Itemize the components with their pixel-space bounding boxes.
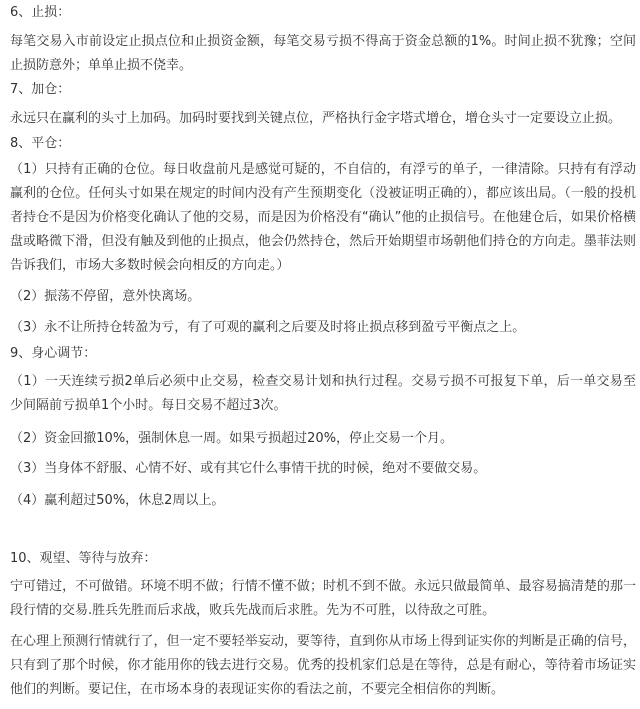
section-heading-add-position: 7、加仓： <box>10 82 71 97</box>
paragraph-stop-loss: 每笔交易入市前设定止损点位和止损资金额，每笔交易亏损不得高于资金总额的1%。时间止损不犹豫；空间止损防意外；单单止损不侥幸。 <box>10 34 636 73</box>
paragraph-close-position-2: （2）振荡不停留，意外快离场。 <box>10 289 201 304</box>
paragraph-mind-body-3: （3）当身体不舒服、心情不好、或有其它什么事情干扰的时候，绝对不要做交易。 <box>10 461 487 476</box>
paragraph-mind-body-2: （2）资金回撤10%，强制休息一周。如果亏损超过20%，停止交易一个月。 <box>10 431 454 446</box>
section-heading-wait-and-abstain: 10、观望、等待与放弃： <box>10 551 157 566</box>
paragraph-mind-body-1: （1）一天连续亏损2单后必须中止交易，检查交易计划和执行过程。交易亏损不可报复下单，后一单交易至少间隔前亏损单1个小时。每日交易不超过3次。 <box>10 374 636 413</box>
paragraph-wait-and-abstain-2: 在心理上预测行情就行了，但一定不要轻举妄动，要等待，直到你从市场上得到证实你的判断是正确的信号，只有到了那个时候，你才能用你的钱去进行交易。优秀的投机家们总是在等待，总是有耐心，等待着市场证实他们的判断。要记住，在市场本身的表现证实你的看法之前，不要完全相信你的判断。 <box>10 634 636 697</box>
paragraph-wait-and-abstain-1: 宁可错过，不可做错。环境不明不做；行情不懂不做；时机不到不做。永远只做最简单、最容易搞清楚的那一段行情的交易.胜兵先胜而后求战，败兵先战而后求胜。先为不可胜，以待敌之可胜。 <box>10 579 636 618</box>
section-heading-stop-loss: 6、止损： <box>10 5 71 20</box>
paragraph-close-position-3: （3）永不让所持仓转盈为亏，有了可观的赢利之后要及时将止损点移到盈亏平衡点之上。 <box>10 320 526 335</box>
section-heading-mind-body: 9、身心调节： <box>10 346 97 361</box>
paragraph-mind-body-4: （4）赢利超过50%，休息2周以上。 <box>10 493 225 508</box>
section-heading-close-position: 8、平仓： <box>10 136 71 151</box>
paragraph-add-position: 永远只在赢利的头寸上加码。加码时要找到关键点位，严格执行金字塔式增仓，增仓头寸一定要设立止损。 <box>10 111 622 126</box>
paragraph-close-position-1: （1）只持有正确的仓位。每日收盘前凡是感觉可疑的，不自信的，有浮亏的单子，一律清除。只持有有浮动赢利的仓位。任何头寸如果在规定的时间内没有产生预期变化（没被证明正确的），都应该出局。（一般的投机者持仓不是因为价格变化确认了他的交易，而是因为价格没有“确认”他的止损信号。在他建仓后，如果价格横盘或略微下滑，但没有触及到他的止损点，他会仍然持仓，然后开始期望市场朝他们持仓的方向走。墨菲法则告诉我们，市场大多数时候会向相反的方向走。） <box>10 162 636 273</box>
